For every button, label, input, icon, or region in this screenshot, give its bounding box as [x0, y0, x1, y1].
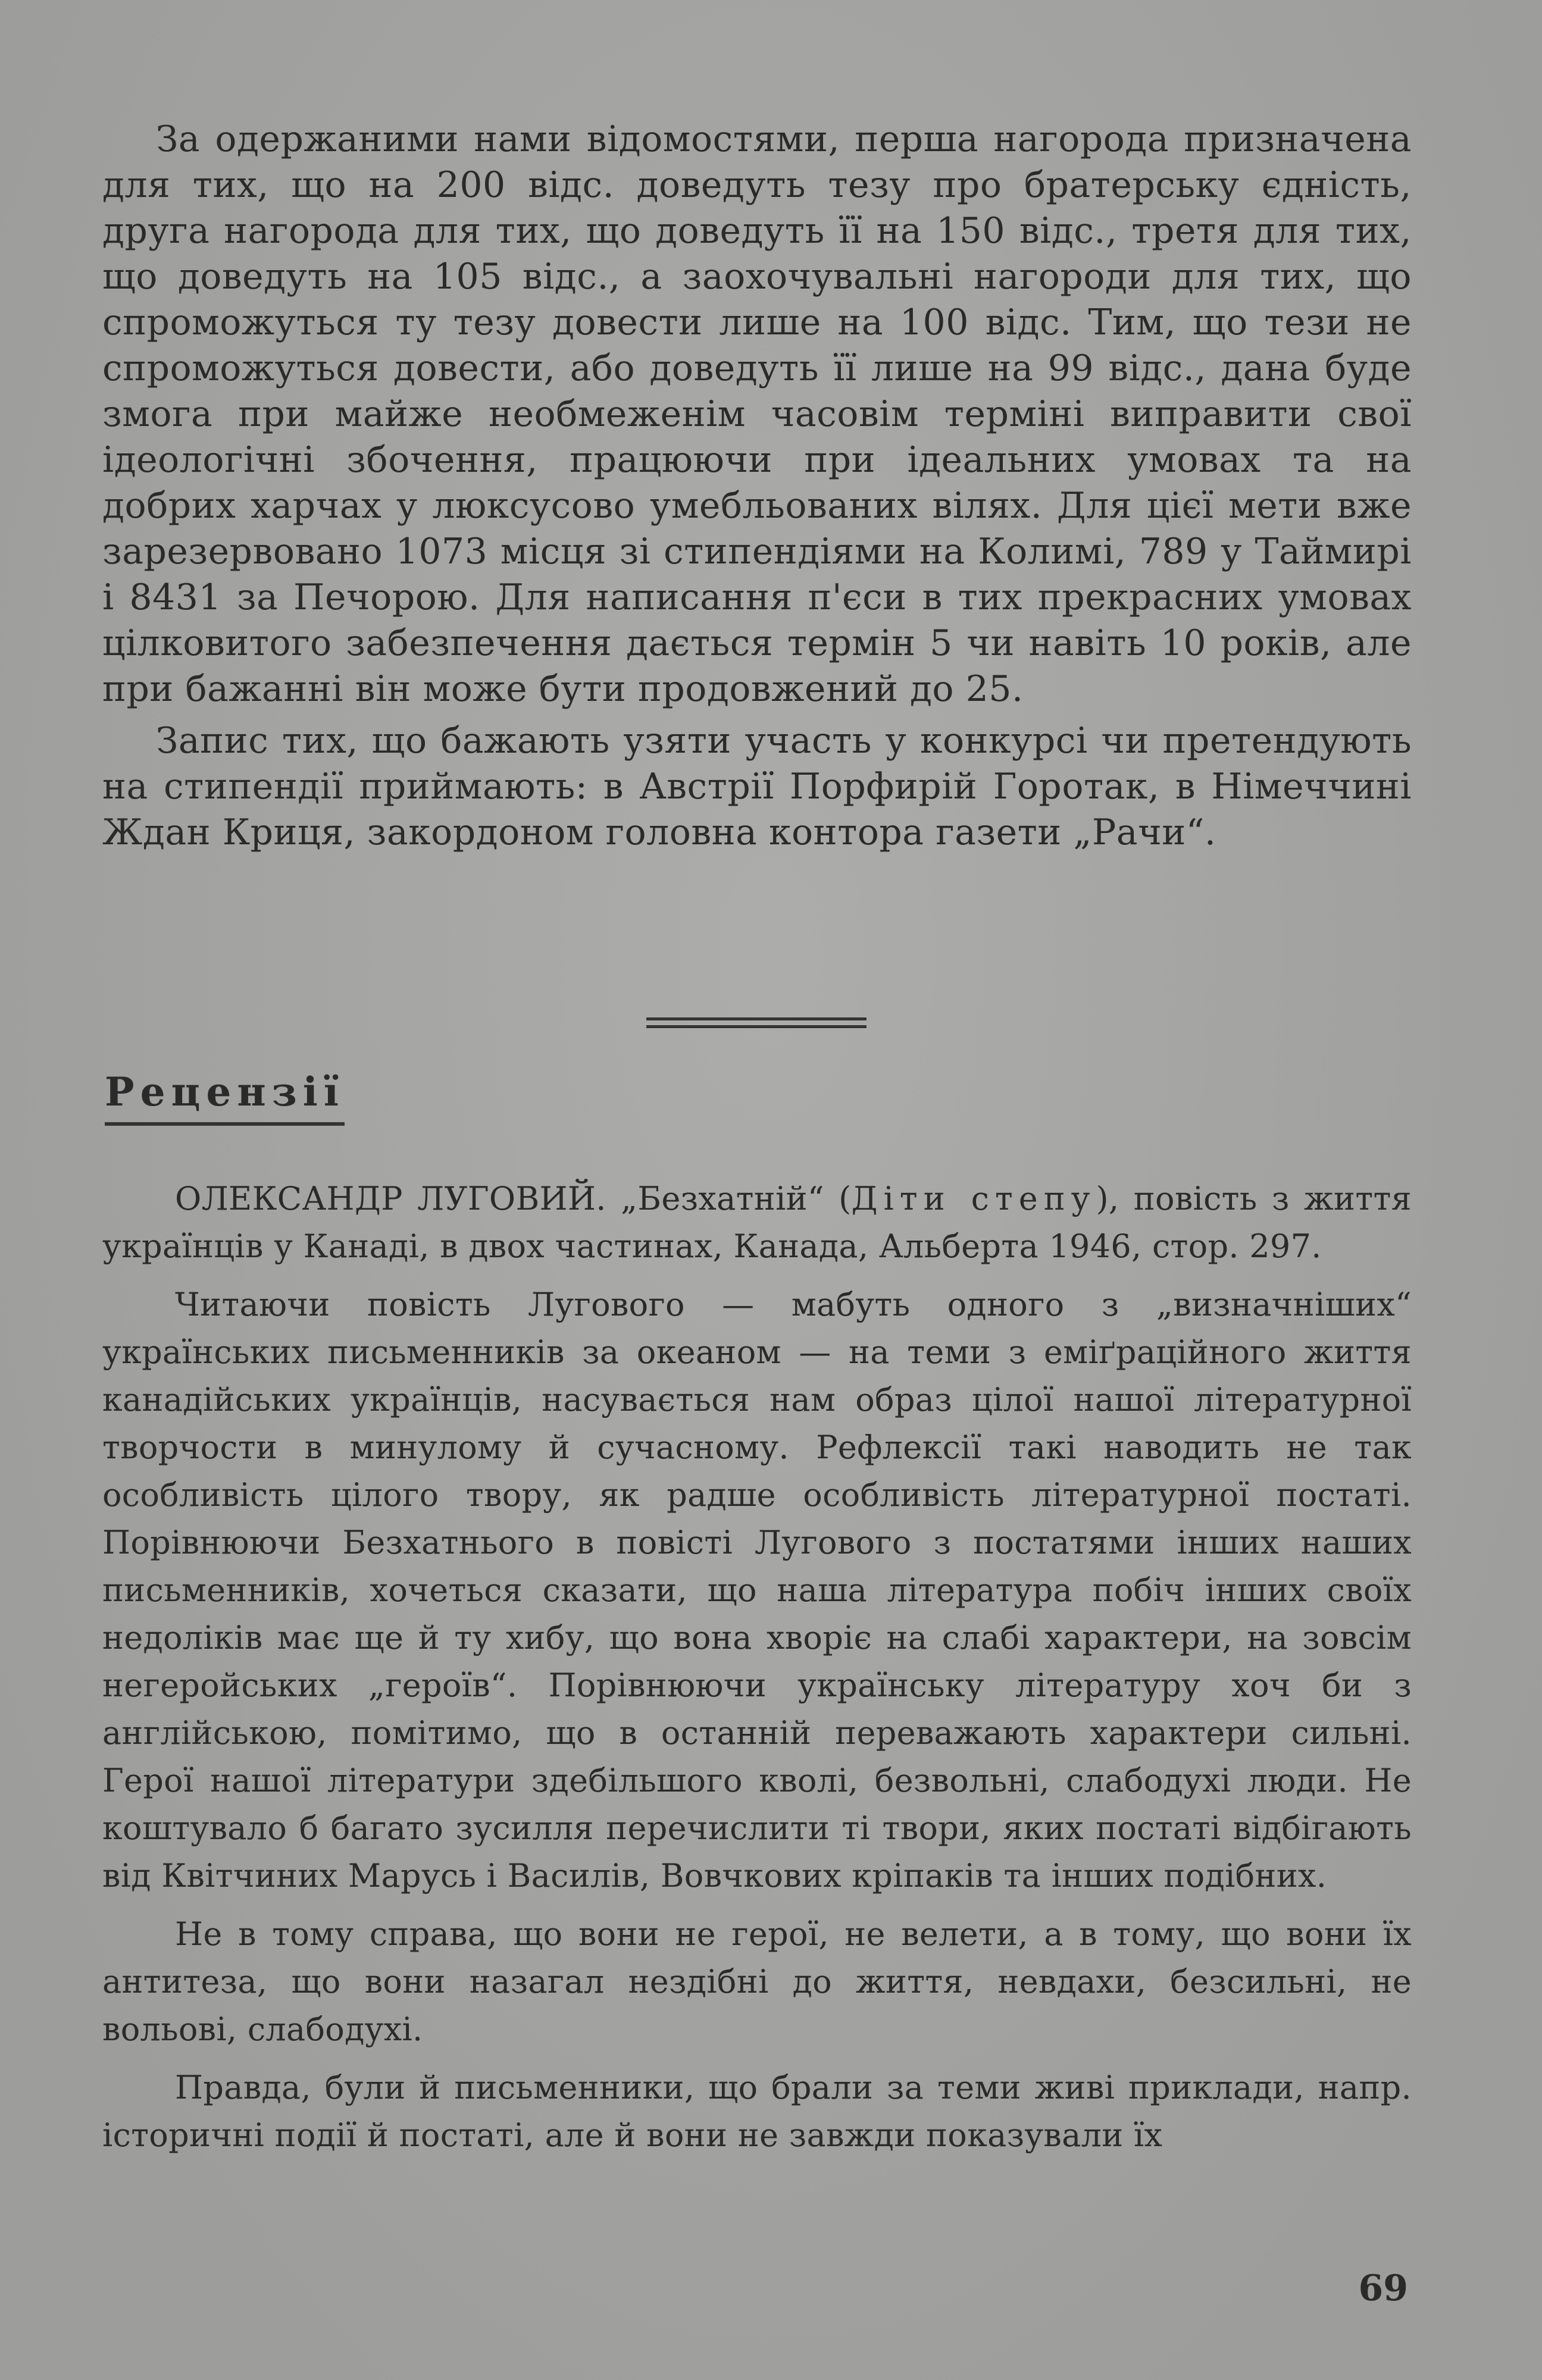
review-section — [102, 1175, 1412, 2159]
review-header — [102, 1175, 1412, 1270]
review-header-start: ОЛЕКСАНДР ЛУГОВИЙ. „Безхатній“ ( — [175, 1180, 852, 1217]
section-title-reviews: Рецензії — [105, 1065, 345, 1126]
page-number: 69 — [1358, 2268, 1408, 2309]
review-header-end: ), повість з життя українців у Канаді, в двох частинах, Канада, Альберта 1946, стор. 297. — [102, 1180, 1412, 1265]
paragraph-contest-awards: За одержаними нами відомостями, перша нагорода призначена для тих, що на 200 відс. доведуть тезу про братерську єдність, друга нагорода для тих, що доведуть її на 150 відс., третя для тих, що доведуть на 105 відс., а заохочувальні нагороди для тих, що спроможуться ту тезу довести лише на 100 відс. Тим, що тези не спроможуться довести, або доведуть її лише на 99 відс., дана буде змога при майже необмеженім часовім терміні виправити свої ідеологічні збочення, працюючи при ідеальних умовах та на добрих харчах у люксусово умебльованих вілях. Для цієї мети вже зарезервовано 1073 місця зі стипендіями на Колимі, 789 у Таймирі і 8431 за Печорою. Для написання п'єси в тих прекрасних умовах цілковитого забезпечення дається термін 5 чи навіть 10 років, але при бажанні він може бути продовжений до 25. — [102, 118, 1412, 710]
review-subtitle: Діти степу — [851, 1180, 1096, 1217]
section-divider — [646, 1017, 867, 1028]
top-text-section — [102, 117, 1412, 856]
paragraph-registration: Запис тих, що бажають узяти участь у конкурсі чи претендують на стипендії приймають: в Австрії Порфирій Горотак, в Німеччині Ждан Криця, закордоном головна контора газети „Рачи“. — [102, 720, 1412, 853]
review-paragraph-3: Правда, були й письменники, що брали за теми живі приклади, напр. історичні події й постаті, але й вони не завжди показували їх — [102, 2069, 1412, 2154]
review-paragraph-2: Не в тому справа, що вони не герої, не велети, а в тому, що вони їх антитеза, що вони назагал нездібні до життя, невдахи, безсильні, не вольові, слабодухі. — [102, 1915, 1412, 2048]
review-paragraph-1: Читаючи повість Лугового — мабуть одного з „визначніших“ українських письменників за океаном — на теми з еміґраційного життя канадійських українців, насувається нам образ цілої нашої літературної творчости в минулому й сучасному. Рефлексії такі наводить не так особливість цілого твору, як радше особливість літературної постаті. Порівнюючи Безхатнього в повісті Лугового з постатями інших наших письменників, хочеться сказати, що наша література побіч інших своїх недоліків має ще й ту хибу, що вона хворіє на слабі характери, на зовсім негеройських „героїв“. Порівнюючи українську літературу хоч би з англійською, помітимо, що в останній переважають характери сильні. Герої нашої літератури здебільшого кволі, безвольні, слабодухі люди. Не коштувало б багато зусилля перечислити ті твори, яких постаті відбігають від Квітчиних Марусь і Василів, Вовчкових кріпаків та інших подібних. — [102, 1286, 1412, 1894]
